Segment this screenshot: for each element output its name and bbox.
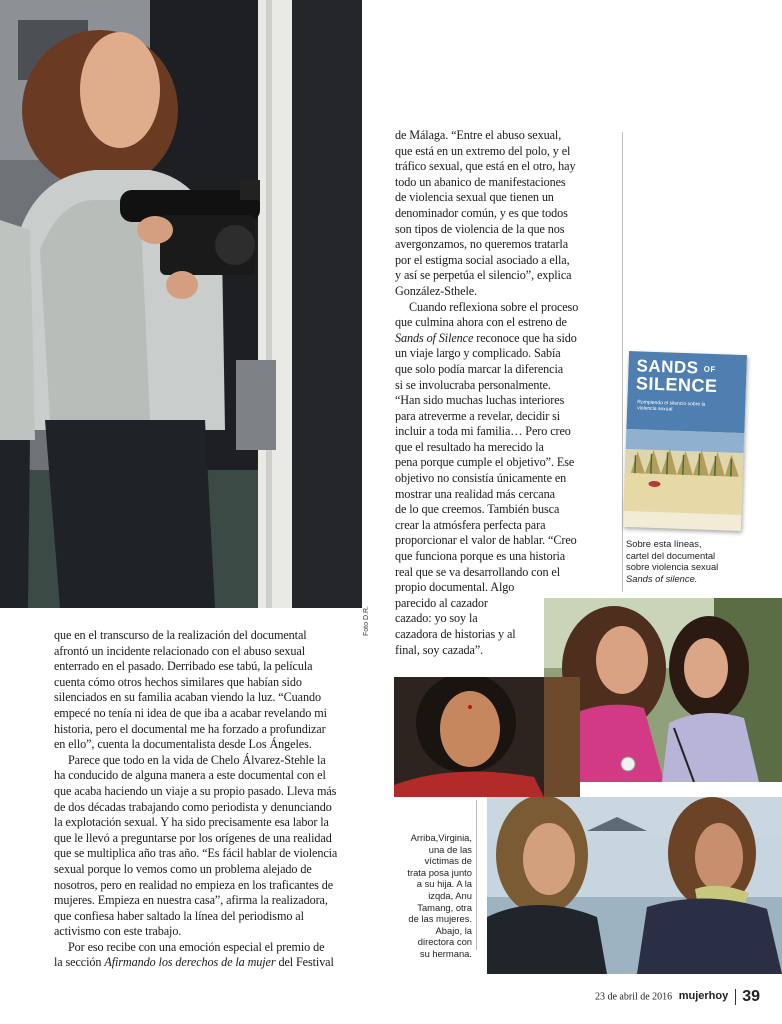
main-photo-director-with-camera xyxy=(0,0,362,608)
caption-line: su hermana. xyxy=(419,947,472,959)
caption-line: directora con xyxy=(417,936,472,948)
footer-brand: mujerhoy xyxy=(678,990,729,1003)
text-fragment: del Festival xyxy=(278,955,334,970)
text-line-with-title xyxy=(395,331,617,347)
text-line: Por eso recibe con una emoción especial el premio de xyxy=(68,939,325,954)
text-line: que en el transcurso de la realización del documental xyxy=(54,628,307,642)
text-line: un viaje largo y complicado. Sabía xyxy=(395,346,561,361)
text-line: de dos décadas trabajando como periodista y denunciando xyxy=(54,799,332,814)
article-column-right xyxy=(395,128,617,658)
text-fragment: la sección xyxy=(54,955,102,970)
caption-line: víctimas de xyxy=(424,855,472,867)
text-line-with-italic xyxy=(54,955,366,971)
film-title: Sands of Silence xyxy=(395,330,474,345)
text-line: todo un abanico de manifestaciones xyxy=(395,174,566,189)
text-line: proporcionar el valor de hablar. “Creo xyxy=(395,533,577,548)
footer-separator xyxy=(735,989,736,1005)
text-line: afrontó un incidente relacionado con el abuso sexual xyxy=(54,643,305,658)
text-line: de Málaga. “Entre el abuso sexual, xyxy=(395,128,562,142)
text-line: en ello”, cuenta la documentalista desde Los Ángeles. xyxy=(54,737,312,752)
text-line: activismo con este trabajo. xyxy=(54,924,182,939)
text-line: cazado: yo soy la xyxy=(395,611,478,626)
text-line: que está en un extremo del polo, y el xyxy=(395,143,571,158)
photo-anu-tamang xyxy=(394,677,580,797)
text-line: y así se perpetúa el silencio”, explica xyxy=(395,268,572,283)
text-line: que culmina ahora con el estreno de xyxy=(395,315,567,330)
page-number: 39 xyxy=(742,988,760,1005)
text-line: parecido al cazador xyxy=(395,595,488,610)
text-line: Parece que todo en la vida de Chelo Álvarez-Stehle la xyxy=(68,752,326,767)
text-line: tráfico sexual, que está en el otro, hay xyxy=(395,159,576,174)
text-line: “Han sido muchas luchas interiores xyxy=(395,393,565,408)
text-line: de violencia sexual que tienen un xyxy=(395,190,554,205)
text-line: historia, pero el documental me ha forzado a profundizar xyxy=(54,721,326,736)
text-line: la explotación sexual. Y ha sido precisamente esa labor la xyxy=(54,815,329,830)
text-line: González-Sthele. xyxy=(395,283,477,298)
text-line: son tipos de violencia de la que nos xyxy=(395,221,565,236)
text-line: crear la atmósfera perfecta para xyxy=(395,517,546,532)
caption-line: izqda, Anu xyxy=(428,889,472,901)
text-line: mostrar una realidad más cercana xyxy=(395,486,555,501)
caption-line: una de las xyxy=(428,843,472,855)
caption-line: de las mujeres. xyxy=(408,913,472,925)
caption-line: sobre violencia sexual xyxy=(626,561,719,573)
text-line: enterrado en el pasado. Derribado ese tabú, la película xyxy=(54,659,313,674)
text-line: empecé no tenía ni idea de que iba a acabar revelando mi xyxy=(54,705,327,720)
photos-caption xyxy=(396,832,472,960)
caption-line: a su hija. A la xyxy=(416,878,472,890)
text-line: nosotros, pero en realidad no empieza en los traficantes de xyxy=(54,877,334,892)
caption-line: Arriba,Virginia, xyxy=(410,832,472,843)
text-line: sexual porque lo vemos como un problema alejado de xyxy=(54,861,312,876)
text-line: de lo que creemos. También busca xyxy=(395,502,560,517)
text-line: si se involucraba personalmente. xyxy=(395,377,551,392)
poster-title-line1: SANDS xyxy=(636,356,699,378)
section-name: Afirmando los derechos de la mujer xyxy=(104,955,276,970)
text-line: que acaba haciendo un viaje a su propio pasado. Lleva más xyxy=(54,783,337,798)
text-line: que solo podía marcar la diferencia xyxy=(395,361,564,376)
text-line: incluir a toda mi familia… Pero creo xyxy=(395,424,571,439)
text-line: mujeres. Empieza en nuestra casa”, afirma la realizadora, xyxy=(54,893,328,908)
text-line: real que se va desarrollando con el xyxy=(395,564,561,579)
poster-caption xyxy=(626,538,756,584)
text-line: que confiesa haber saltado la línea del periodismo al xyxy=(54,908,304,923)
poster-title xyxy=(636,357,719,395)
poster-title-of: OF xyxy=(703,364,717,375)
text-line: Cuando reflexiona sobre el proceso xyxy=(409,299,579,314)
movie-poster xyxy=(623,351,747,531)
poster-subtitle: Rompiendo el silencio sobre la violencia sexual xyxy=(637,399,706,413)
caption-divider xyxy=(476,800,477,950)
text-line: que funciona porque es una historia xyxy=(395,549,566,564)
text-line: que el resultado ha merecido la xyxy=(395,439,544,454)
text-line: final, soy cazada”. xyxy=(395,642,484,657)
text-line: avergonzamos, no queremos tratarla xyxy=(395,237,569,252)
text-line: propio documental. Algo xyxy=(395,580,515,595)
text-line: para atreverme a revelar, decidir si xyxy=(395,408,561,423)
text-line: cazadora de historias y al xyxy=(395,627,516,641)
text-line: denominador común, y es que todos xyxy=(395,205,568,220)
caption-line: Sobre esta líneas, xyxy=(626,538,702,549)
caption-line: trata posa junto xyxy=(407,866,472,878)
text-line: que se multiplica año tras año. “Es fácil hablar de violencia xyxy=(54,846,338,861)
text-line: silenciados en su familia acaban viendo la luz. “Cuando xyxy=(54,690,321,705)
caption-line: Tamang, otra xyxy=(417,901,472,913)
text-line: ha conducido de alguna manera a este documental con el xyxy=(54,768,326,783)
caption-line: cartel del documental xyxy=(626,549,716,561)
caption-line: Abajo, la xyxy=(435,924,472,936)
text-line: por el estigma social asociado a ella, xyxy=(395,252,570,267)
photo-director-with-sister xyxy=(487,797,782,974)
article-column-left xyxy=(54,628,366,971)
text-line: que le llevó a preguntarse por los orígenes de una realidad xyxy=(54,830,332,845)
text-line: pena porque cumple el objetivo”. Ese xyxy=(395,455,575,470)
photo-credit-text: Foto D.R. xyxy=(363,606,370,636)
footer-date: 23 de abril de 2016 xyxy=(594,991,673,1003)
caption-line-italic: Sands of silence. xyxy=(626,572,698,584)
text-line: objetivo no consistía únicamente en xyxy=(395,471,567,486)
page-footer xyxy=(520,988,760,1008)
text-line: cuenta cómo otros hechos similares que habían sido xyxy=(54,674,302,689)
text-fragment: reconoce que ha sido xyxy=(476,330,577,345)
poster-title-line2: SILENCE xyxy=(635,373,718,397)
